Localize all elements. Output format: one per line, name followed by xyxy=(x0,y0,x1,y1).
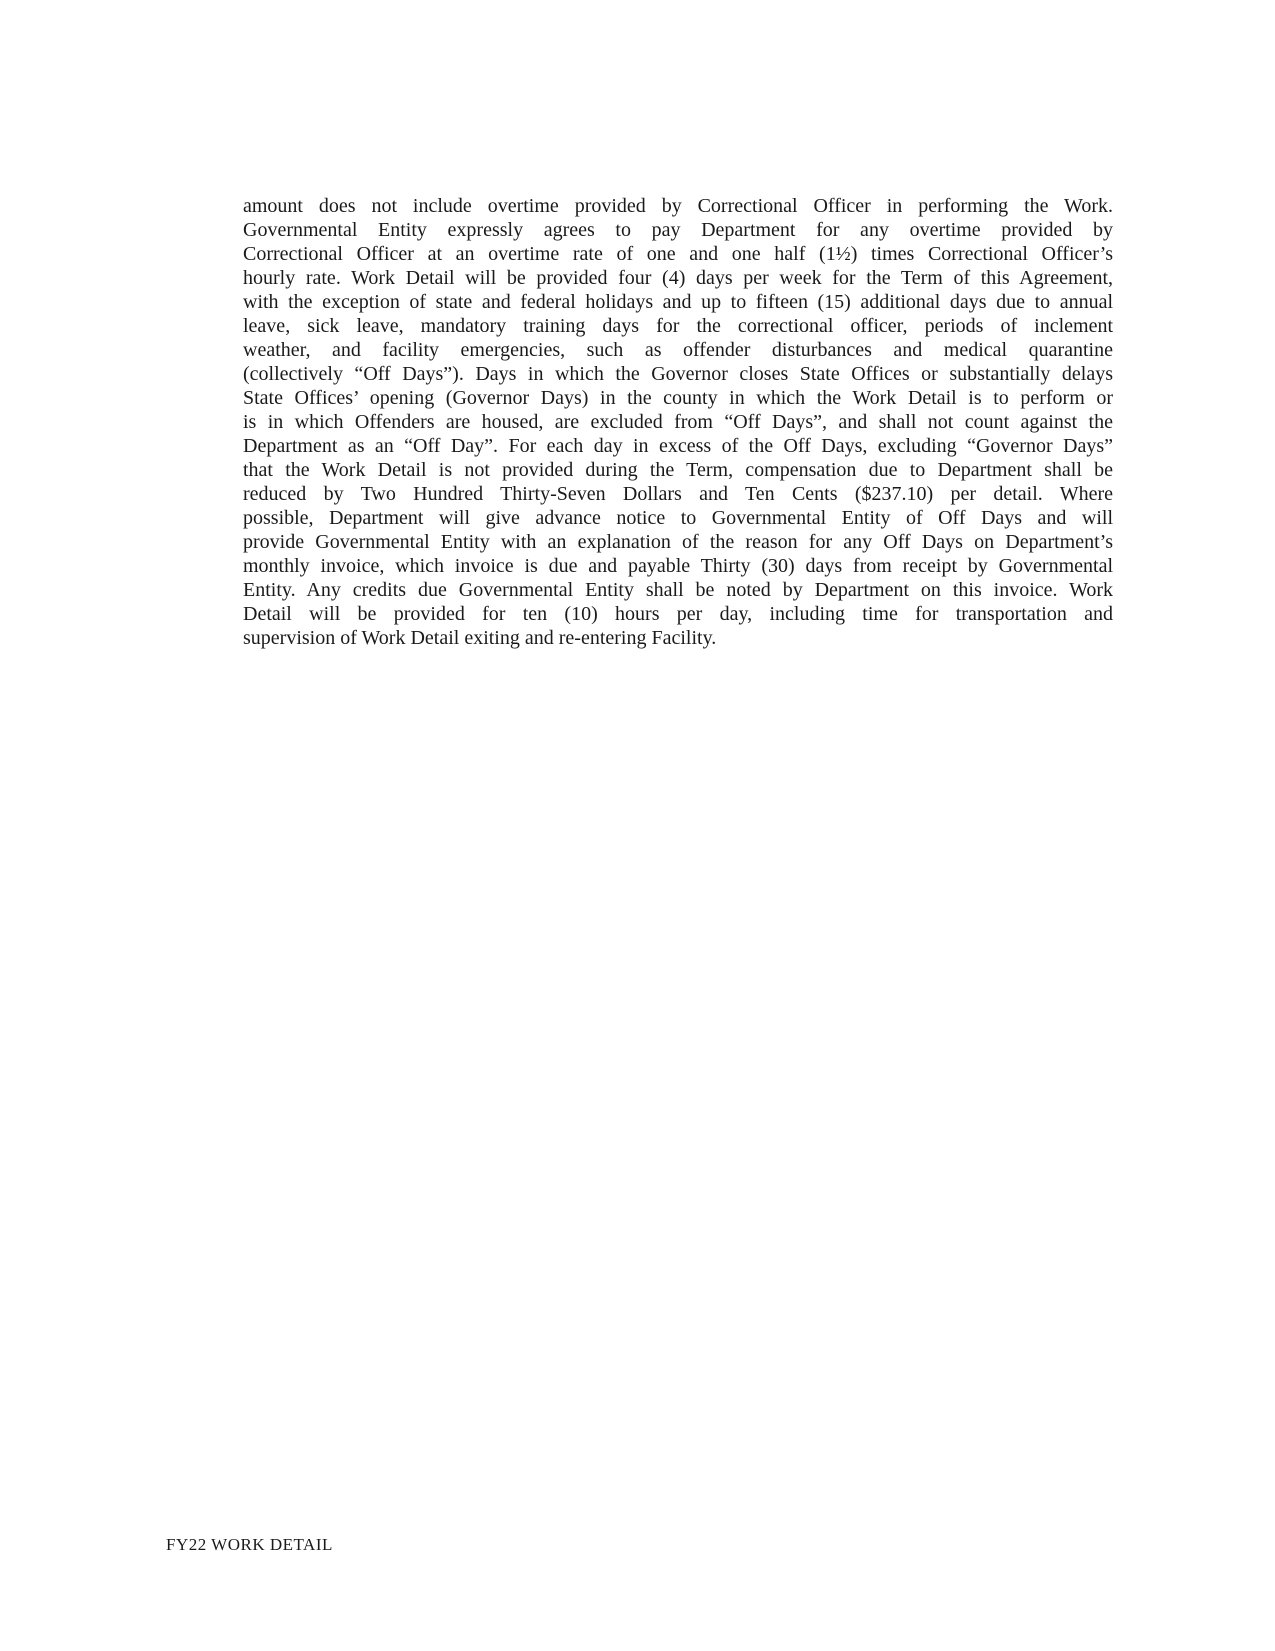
paragraph-line: Correctional Officer at an overtime rate of one and one half (1½) times Correctional Officer’s xyxy=(243,243,1113,265)
paragraph-line: is in which Offenders are housed, are excluded from “Off Days”, and shall not count against the xyxy=(243,411,1113,433)
paragraph-line: (collectively “Off Days”). Days in which the Governor closes State Offices or substantially delays xyxy=(243,363,1113,385)
paragraph-line: Governmental Entity expressly agrees to pay Department for any overtime provided by xyxy=(243,219,1113,241)
paragraph-line: State Offices’ opening (Governor Days) in the county in which the Work Detail is to perform or xyxy=(243,387,1113,409)
paragraph-line: Department as an “Off Day”. For each day in excess of the Off Days, excluding “Governor Days” xyxy=(243,435,1113,457)
contract-paragraph xyxy=(243,194,1113,650)
paragraph-line: with the exception of state and federal holidays and up to fifteen (15) additional days due to annual xyxy=(243,291,1113,313)
paragraph-line: monthly invoice, which invoice is due and payable Thirty (30) days from receipt by Governmental xyxy=(243,555,1113,577)
paragraph-line: amount does not include overtime provided by Correctional Officer in performing the Work. xyxy=(243,195,1113,217)
paragraph-line: supervision of Work Detail exiting and re-entering Facility. xyxy=(243,627,717,649)
paragraph-line: hourly rate. Work Detail will be provided four (4) days per week for the Term of this Agreement, xyxy=(243,267,1113,289)
paragraph-line: provide Governmental Entity with an explanation of the reason for any Off Days on Department’s xyxy=(243,531,1113,553)
footer-document-label: FY22 WORK DETAIL xyxy=(166,1535,333,1554)
paragraph-line: Detail will be provided for ten (10) hours per day, including time for transportation and xyxy=(243,603,1113,625)
paragraph-line: weather, and facility emergencies, such as offender disturbances and medical quarantine xyxy=(243,339,1113,361)
paragraph-line: Entity. Any credits due Governmental Entity shall be noted by Department on this invoice. Work xyxy=(243,579,1113,601)
paragraph-line: possible, Department will give advance notice to Governmental Entity of Off Days and will xyxy=(243,507,1113,529)
paragraph-line: that the Work Detail is not provided during the Term, compensation due to Department shall be xyxy=(243,459,1113,481)
paragraph-line: reduced by Two Hundred Thirty-Seven Dollars and Ten Cents ($237.10) per detail. Where xyxy=(243,483,1113,505)
paragraph-line: leave, sick leave, mandatory training days for the correctional officer, periods of inclement xyxy=(243,315,1113,337)
